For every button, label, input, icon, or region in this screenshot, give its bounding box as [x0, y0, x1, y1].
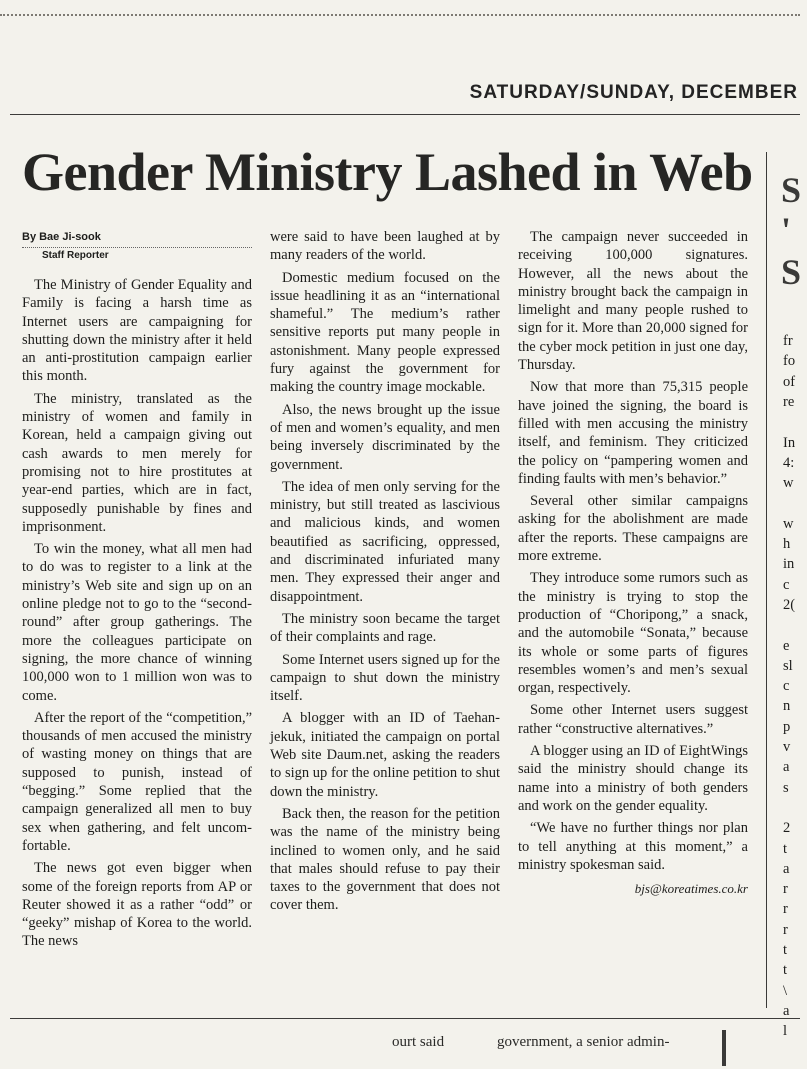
sidebar-fragment: w — [783, 475, 794, 492]
sidebar-letter: ' — [781, 210, 792, 250]
paragraph: Also, the news brought up the issue of men and women’s equality, and men being inversely discriminated by the government. — [270, 401, 500, 473]
sidebar-fragment: of — [783, 373, 796, 390]
paragraph: Now that more than 75,315 people have joined the signing, the board is filled with men accusing the ministry itself, and feminism. They criticized the policy on “pampering women and finding faults with men’s behavior.” — [518, 379, 748, 487]
column-2 — [270, 228, 500, 919]
sidebar-fragment: fo — [783, 353, 796, 370]
sidebar-fragment: a — [783, 759, 790, 776]
sidebar-fragment: e — [783, 637, 790, 654]
paragraph: were said to have been laughed at by many readers of the world. — [270, 229, 500, 264]
sidebar-fragment: c — [783, 678, 790, 695]
sidebar-fragment: l — [783, 1023, 788, 1040]
sidebar-fragment: r — [783, 881, 788, 898]
edge-bar — [722, 1030, 726, 1066]
sidebar-fragment: c — [783, 576, 790, 593]
paragraph: The ministry soon became the target of their complaints and rage. — [270, 610, 500, 646]
byline-role: Staff Reporter — [42, 250, 109, 261]
paragraph: The ministry, translated as the ministry of women and family in Korean, held a campaign giving out cash awards to men merely for promising not to hire prostitutes at year-end parties, which are in fact, supposedly punishable by fines and imprisonment. — [22, 390, 252, 535]
sidebar-fragment: r — [783, 921, 788, 938]
sidebar-fragment: re — [783, 393, 795, 410]
sidebar-fragment: \ — [783, 982, 788, 999]
paragraph: Several other similar campaigns asking for the abolishment are made after the reports. These campaigns are more extreme. — [518, 493, 748, 565]
paragraph: To win the money, what all men had to do was to register to a link at the ministry’s Web site and sign up on an online pledge not to go to the “second-round” after group gatherings. The more the colleagues participate on signing, the more chance of winning 100,000 won to 1 million won was to come. — [22, 541, 252, 704]
paragraph: Back then, the reason for the petition was the name of the ministry being inclined to women only, and he said that males should refuse to pay their taxes to the government that does not cover them. — [270, 805, 500, 914]
byline-block — [22, 229, 252, 264]
next-article-fragment-left: ourt said — [392, 1034, 445, 1050]
sidebar-fragment: v — [783, 739, 791, 755]
paragraph: Some other Internet users suggest rather “constructive alternatives.” — [518, 702, 748, 737]
sidebar-fragment: s — [783, 779, 789, 796]
sidebar-fragment: in — [783, 556, 795, 573]
sidebar-letter: S — [781, 252, 802, 292]
paragraph: A blogger using an ID of EightWings said the ministry should change its name into a ministry of both genders and work on the gender equality. — [518, 743, 748, 814]
author-email: bjs@koreatimes.co.kr — [634, 881, 748, 897]
sidebar-fragment: a — [783, 1002, 790, 1019]
sidebar-fragment: t — [783, 942, 788, 958]
header-rule — [10, 114, 800, 115]
sidebar-fragment: 4: — [783, 454, 795, 471]
footer-rule — [10, 1018, 800, 1019]
paragraph: The campaign never succeeded in receiving 100,000 signatures. However, all the news about the ministry brought back the campaign in limelight and many people rushed to sign for it. More than 20,000 signed for the cyber mock petition in just one day, Thursday. — [518, 229, 748, 374]
sidebar-fragment: w — [783, 515, 794, 532]
sidebar-fragment: sl — [783, 657, 793, 674]
byline-name: By Bae Ji-sook — [22, 229, 252, 248]
sidebar-fragment: 2 — [783, 820, 791, 837]
next-article-fragment-right: government, a senior admin- — [497, 1034, 670, 1050]
paragraph: After the report of the “competition,” thousands of men accused the ministry of wasting money on things that are supposed to punish, instead of “begging.” Some replied that the campaign generalized all men to buy sex when gathering, and felt uncomfortable. — [22, 709, 252, 854]
sidebar-fragment: t — [783, 962, 788, 979]
headline: Gender Ministry Lashed in Web — [22, 142, 753, 202]
sidebar-fragment: t — [783, 840, 788, 857]
sidebar-fragment: fr — [783, 333, 793, 349]
sidebar-fragment: n — [783, 698, 791, 715]
sidebar-fragment: r — [783, 901, 788, 918]
paragraph: A blogger with an ID of Taehanjekuk, initiated the campaign on portal Web site Daum.net, asking the readers to sign up for the online petition to shut down the ministry. — [270, 710, 500, 800]
column-1 — [22, 276, 252, 955]
sidebar-fragment: a — [783, 860, 790, 877]
sidebar-fragment: 2( — [783, 596, 796, 613]
sidebar-letter: S — [781, 170, 802, 210]
adjacent-article-fragment — [766, 152, 807, 1040]
paragraph: The Ministry of Gender Equality and Family is facing a harsh time as Internet users are campaigning for shutting down the ministry after it held an anti-prostitution campaign earlier this month. — [22, 277, 252, 385]
sidebar-fragment: In — [783, 434, 796, 451]
sidebar-fragment: h — [783, 536, 791, 552]
sidebar-fragment: p — [783, 718, 791, 735]
paragraph: The idea of men only serving for the ministry, but still treated as lascivious and malicious kinds, and women beautified as sacrificing, oppressed, and discriminated infuriated many men. They expressed their anger and disappointment. — [270, 478, 500, 605]
paragraph: Domestic medium focused on the issue headlining it as an “international shameful.” The medium’s rather sensitive reports put many people in astonishment. Many people expressed fury against the government for making the country image mockable. — [270, 269, 500, 396]
column-3 — [518, 228, 748, 898]
dateline: SATURDAY/SUNDAY, DECEMBER — [469, 82, 798, 103]
paragraph: Some Internet users signed up for the campaign to shut down the ministry itself. — [270, 651, 500, 705]
paragraph: The news got even bigger when some of the foreign reports from AP or Reuter showed it as a rather “odd” or “geeky” mishap of Korea to the world. The news — [22, 860, 252, 950]
paragraph: They introduce some rumors such as the ministry is trying to stop the production of “Choripong,” a snack, and the automobile “Sonata,” because its whole or some parts of figures resembles women’s and men’s sexual organ, respectively. — [518, 570, 748, 697]
top-dotted-rule — [0, 14, 800, 16]
paragraph: “We have no further things nor plan to tell anything at this moment,” a ministry spokesman said. — [518, 820, 748, 873]
